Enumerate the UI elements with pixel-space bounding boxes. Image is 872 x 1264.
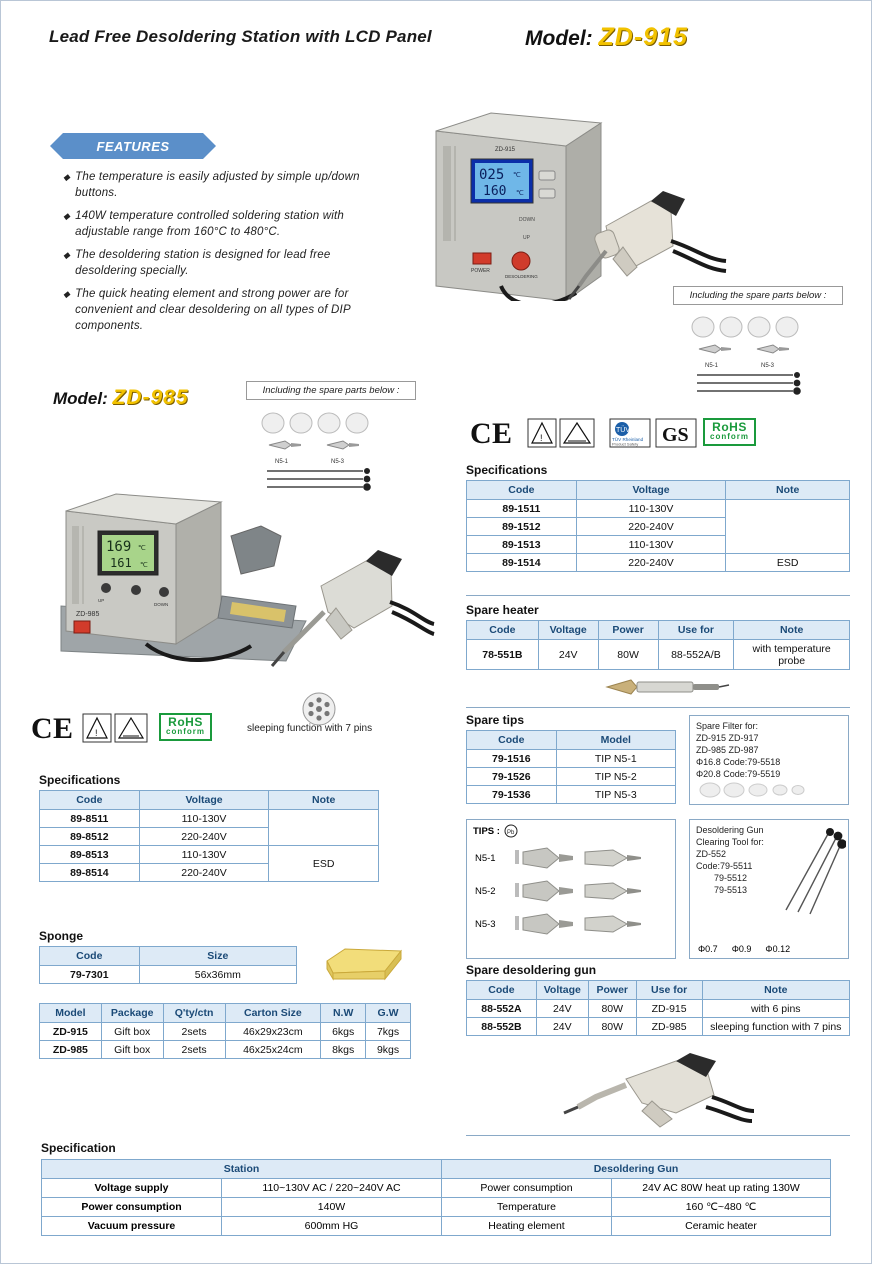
header-model-number: ZD-915 [598, 23, 688, 51]
svg-text:N5-3: N5-3 [761, 363, 775, 369]
col-power: Power [588, 981, 636, 1000]
cell-voltage: 24V [536, 1000, 588, 1018]
col-voltage: Voltage [538, 621, 598, 640]
bottom-specification [41, 1141, 831, 1236]
certifications-right [466, 409, 716, 455]
svg-text:℃: ℃ [513, 171, 521, 179]
col-model: Model [556, 731, 675, 750]
table-row [40, 846, 379, 864]
col-note: Note [734, 621, 850, 640]
left-specifications-panel [39, 773, 379, 882]
svg-text:DOWN: DOWN [519, 217, 535, 223]
col-nw: N.W [321, 1004, 366, 1023]
svg-text:N5-1: N5-1 [275, 459, 289, 465]
right-specifications-table [466, 480, 850, 572]
col-usefor: Use for [636, 981, 702, 1000]
cell-code: 79-7301 [40, 966, 140, 984]
cell-code: 89-1512 [467, 518, 577, 536]
table-row [467, 640, 850, 670]
table-row [40, 810, 379, 828]
cell-note: with 6 pins [702, 1000, 850, 1018]
col-station: Station [42, 1160, 442, 1179]
cell-code: 88-552A [467, 1000, 537, 1018]
clearing-tool-line: 79-5513 [714, 885, 748, 895]
table-row [42, 1179, 831, 1198]
needle-size: Φ0.7 [698, 944, 718, 954]
spare-filter-panel [689, 715, 849, 805]
svg-text:160: 160 [483, 184, 507, 199]
diamond-bullet-icon: ◆ [63, 172, 71, 182]
bottom-specification-table [41, 1159, 831, 1236]
clearing-tool-line: ZD-552 [696, 849, 727, 859]
table-row [467, 1018, 850, 1036]
cell-voltage: 110-130V [576, 500, 726, 518]
cell-code: 88-552B [467, 1018, 537, 1036]
table-row [40, 966, 297, 984]
cell-power: 80W [588, 1000, 636, 1018]
table-row [467, 1000, 850, 1018]
cell-usefor: ZD-915 [636, 1000, 702, 1018]
spare-tips-table [466, 730, 676, 804]
cell-nw: 8kgs [321, 1041, 366, 1059]
spare-filter-line: ZD-915 ZD-917 [696, 733, 759, 743]
svg-text:UP: UP [523, 235, 530, 241]
diamond-bullet-icon: ◆ [63, 211, 71, 221]
col-code: Code [40, 947, 140, 966]
cell-gun-value: 160 ℃~480 ℃ [612, 1198, 831, 1217]
cell-carton: 46x29x23cm [225, 1023, 321, 1041]
spare-filter-line: Φ16.8 Code:79-5518 [696, 757, 781, 767]
tip-row [467, 908, 675, 941]
cell-station-label: Vacuum pressure [42, 1217, 222, 1236]
divider [466, 707, 850, 708]
spare-parts-note-915: Including the spare parts below : [673, 286, 843, 305]
cell-station-value: 140W [222, 1198, 442, 1217]
sponge-panel [39, 929, 297, 984]
cell-size: 56x36mm [139, 966, 296, 984]
sleeping-function-note-left: sleeping function with 7 pins [247, 723, 373, 734]
col-model: Model [40, 1004, 102, 1023]
cell-gun-label: Temperature [442, 1198, 612, 1217]
table-row [467, 786, 676, 804]
svg-text:N5-3: N5-3 [331, 459, 345, 465]
svg-text:GS: GS [662, 424, 689, 446]
svg-text:℃: ℃ [516, 189, 524, 197]
cell-code: 89-1511 [467, 500, 577, 518]
svg-text:UP: UP [98, 598, 105, 603]
cell-code: 79-1526 [467, 768, 557, 786]
cell-usefor: ZD-985 [636, 1018, 702, 1036]
cell-qty: 2sets [163, 1023, 225, 1041]
cell-note: sleeping function with 7 pins [702, 1018, 850, 1036]
col-note: Note [269, 791, 379, 810]
packing-table [39, 1003, 411, 1059]
diamond-bullet-icon: ◆ [63, 289, 71, 299]
cell-voltage: 24V [536, 1018, 588, 1036]
header-model [525, 23, 688, 52]
tip-row [467, 875, 675, 908]
cell-code: 89-1513 [467, 536, 577, 554]
packing-panel [39, 1003, 411, 1059]
diamond-bullet-icon: ◆ [63, 250, 71, 260]
certifications-left [31, 706, 251, 752]
spare-gun-panel [466, 963, 850, 1036]
table-row [467, 500, 850, 518]
svg-text:C: C [31, 712, 53, 745]
divider [466, 595, 850, 596]
cell-model: TIP N5-3 [556, 786, 675, 804]
product-image-zd985 [36, 456, 436, 686]
svg-text:TÜV: TÜV [616, 427, 630, 434]
clearing-tool-line: Desoldering Gun [696, 825, 764, 835]
tips-block [466, 819, 676, 959]
spare-parts-diagram-915 [681, 313, 841, 395]
clearing-tool-block [689, 819, 849, 959]
heater-element-image [601, 669, 731, 705]
sponge-image [319, 939, 409, 989]
col-code: Code [467, 981, 537, 1000]
cell-gw: 7kgs [366, 1023, 411, 1041]
cell-gun-label: Heating element [442, 1217, 612, 1236]
svg-text:!: ! [95, 728, 98, 738]
table-row [467, 750, 676, 768]
features-banner: FEATURES [63, 133, 203, 159]
tip-label: N5-2 [475, 886, 496, 897]
cell-code: 79-1516 [467, 750, 557, 768]
cell-gun-value: Ceramic heater [612, 1217, 831, 1236]
svg-text:℃: ℃ [140, 561, 148, 569]
needle-sizes [698, 944, 790, 954]
cell-code: 89-8512 [40, 828, 140, 846]
cell-model: TIP N5-1 [556, 750, 675, 768]
rohs-sub: conform [710, 432, 749, 441]
tip-label: N5-3 [475, 919, 496, 930]
cell-note-esd: ESD [726, 554, 850, 572]
table-row [467, 554, 850, 572]
needle-size: Φ0.9 [731, 944, 752, 954]
col-size: Size [139, 947, 296, 966]
table-row [40, 1023, 411, 1041]
cell-code: 89-8514 [40, 864, 140, 882]
right-specifications-panel [466, 463, 850, 572]
divider [466, 1135, 850, 1136]
cell-note [726, 500, 850, 554]
product-image-zd915 [401, 71, 731, 301]
svg-text:E: E [53, 712, 74, 745]
svg-text:TÜV Rheinland: TÜV Rheinland [612, 437, 644, 442]
table-row [42, 1198, 831, 1217]
cell-gun-label: Power consumption [442, 1179, 612, 1198]
cell-power: 80W [588, 1018, 636, 1036]
rohs-logo-left [159, 713, 212, 741]
col-note: Note [702, 981, 850, 1000]
col-gun: Desoldering Gun [442, 1160, 831, 1179]
cell-code: 79-1536 [467, 786, 557, 804]
spare-tips-panel [466, 713, 676, 804]
left-specifications-title: Specifications [39, 773, 121, 787]
needle-size: Φ0.12 [765, 944, 791, 954]
clearing-tool-line: Code:79-5511 [696, 861, 753, 871]
features-list [63, 169, 363, 341]
svg-text:Product Safety: Product Safety [612, 441, 639, 447]
tip-label: N5-1 [475, 853, 496, 864]
svg-text:DESOLDERING: DESOLDERING [505, 274, 538, 279]
tip-row [467, 842, 675, 875]
table-row [42, 1217, 831, 1236]
sponge-table [39, 946, 297, 984]
cell-voltage: 220-240V [576, 554, 726, 572]
cell-code: 89-8511 [40, 810, 140, 828]
page-title: Lead Free Desoldering Station with LCD Panel [49, 27, 432, 46]
col-code: Code [467, 731, 557, 750]
cell-station-label: Voltage supply [42, 1179, 222, 1198]
filter-discs-image [696, 782, 842, 798]
cell-station-value: 600mm HG [222, 1217, 442, 1236]
cell-voltage: 24V [538, 640, 598, 670]
model-985-number: ZD-985 [112, 386, 189, 409]
feature-text: 140W temperature controlled soldering station with adjustable range from 160°C to 480°C. [75, 210, 345, 238]
cell-gun-value: 24V AC 80W heat up rating 130W [612, 1179, 831, 1198]
col-qty: Q'ty/ctn [163, 1004, 225, 1023]
spare-heater-panel [466, 603, 850, 670]
cell-model: ZD-915 [40, 1023, 102, 1041]
feature-text: The quick heating element and strong power are for convenient and clear desoldering on all types of DIP components. [75, 288, 351, 332]
model-985-heading [53, 386, 189, 410]
model-985-label: Model: [53, 389, 108, 408]
col-carton-size: Carton Size [225, 1004, 321, 1023]
cell-package: Gift box [101, 1041, 163, 1059]
cell-qty: 2sets [163, 1041, 225, 1059]
rohs-label: RoHS [712, 420, 747, 434]
rohs-logo-right [703, 418, 756, 446]
desoldering-gun-image [556, 1041, 756, 1131]
col-voltage: Voltage [139, 791, 269, 810]
clearing-tool-line: 79-5512 [714, 873, 748, 883]
col-gw: G.W [366, 1004, 411, 1023]
cell-code: 89-8513 [40, 846, 140, 864]
spare-gun-title: Spare desoldering gun [466, 963, 597, 977]
col-code: Code [467, 481, 577, 500]
col-usefor: Use for [658, 621, 734, 640]
rohs-label: RoHS [168, 715, 203, 729]
cell-voltage: 110-130V [139, 846, 269, 864]
cell-usefor: 88-552A/B [658, 640, 734, 670]
col-voltage: Voltage [536, 981, 588, 1000]
cell-gw: 9kgs [366, 1041, 411, 1059]
tips-rows [467, 842, 675, 941]
header-model-label: Model: [525, 27, 593, 50]
svg-text:!: ! [540, 433, 543, 443]
cell-code: 78-551B [467, 640, 539, 670]
cell-voltage: 220-240V [139, 864, 269, 882]
cell-station-label: Power consumption [42, 1198, 222, 1217]
tip-shape-icon [507, 910, 657, 940]
col-voltage: Voltage [576, 481, 726, 500]
feature-text: The temperature is easily adjusted by simple up/down buttons. [75, 171, 360, 199]
cell-station-value: 110~130V AC / 220~240V AC [222, 1179, 442, 1198]
cell-voltage: 110-130V [139, 810, 269, 828]
spare-tips-title: Spare tips [466, 713, 525, 727]
cell-code: 89-1514 [467, 554, 577, 572]
pb-free-icon [504, 824, 518, 838]
cell-voltage: 220-240V [576, 518, 726, 536]
tip-shape-icon [507, 877, 657, 907]
svg-text:N5-1: N5-1 [705, 363, 719, 369]
svg-text:DOWN: DOWN [154, 602, 169, 607]
tips-label: TIPS : [473, 825, 500, 837]
spare-filter-title: Spare Filter for: [696, 721, 759, 731]
feature-item [63, 247, 363, 279]
spare-heater-title: Spare heater [466, 603, 539, 617]
col-package: Package [101, 1004, 163, 1023]
cell-model: TIP N5-2 [556, 768, 675, 786]
feature-text: The desoldering station is designed for lead free desoldering specially. [75, 249, 331, 277]
svg-text:ZD-985: ZD-985 [76, 611, 100, 618]
sponge-title: Sponge [39, 929, 83, 943]
svg-text:161: 161 [110, 556, 132, 570]
clearing-needles-image [782, 826, 846, 918]
right-specifications-title: Specifications [466, 463, 548, 477]
col-power: Power [598, 621, 658, 640]
spare-parts-note-985: Including the spare parts below : [246, 381, 416, 400]
feature-item [63, 169, 363, 201]
rohs-sub: conform [166, 727, 205, 736]
svg-text:Pb: Pb [506, 830, 515, 836]
feature-item [63, 208, 363, 240]
left-specifications-table [39, 790, 379, 882]
svg-text:169: 169 [106, 539, 132, 555]
svg-text:E: E [492, 417, 513, 450]
feature-item [63, 286, 363, 334]
cell-package: Gift box [101, 1023, 163, 1041]
cell-power: 80W [598, 640, 658, 670]
spare-heater-table [466, 620, 850, 670]
clearing-tool-line: Clearing Tool for: [696, 837, 764, 847]
cell-carton: 46x25x24cm [225, 1041, 321, 1059]
cell-voltage: 220-240V [139, 828, 269, 846]
cell-note-esd: ESD [269, 846, 379, 882]
tip-shape-icon [507, 844, 657, 874]
col-code: Code [40, 791, 140, 810]
cell-voltage: 110-130V [576, 536, 726, 554]
svg-text:℃: ℃ [138, 544, 146, 552]
svg-text:POWER: POWER [471, 268, 490, 274]
spare-gun-table [466, 980, 850, 1036]
spare-filter-line: ZD-985 ZD-987 [696, 745, 759, 755]
cell-note [269, 810, 379, 846]
col-code: Code [467, 621, 539, 640]
col-note: Note [726, 481, 850, 500]
table-row [467, 768, 676, 786]
cell-model: ZD-985 [40, 1041, 102, 1059]
svg-text:ZD-915: ZD-915 [495, 147, 516, 153]
spare-filter-line: Φ20.8 Code:79-5519 [696, 769, 781, 779]
svg-text:025: 025 [479, 167, 505, 183]
svg-text:C: C [470, 417, 492, 450]
table-row [40, 1041, 411, 1059]
cell-note: with temperature probe [734, 640, 850, 670]
bottom-specification-title: Specification [41, 1141, 116, 1155]
cell-nw: 6kgs [321, 1023, 366, 1041]
